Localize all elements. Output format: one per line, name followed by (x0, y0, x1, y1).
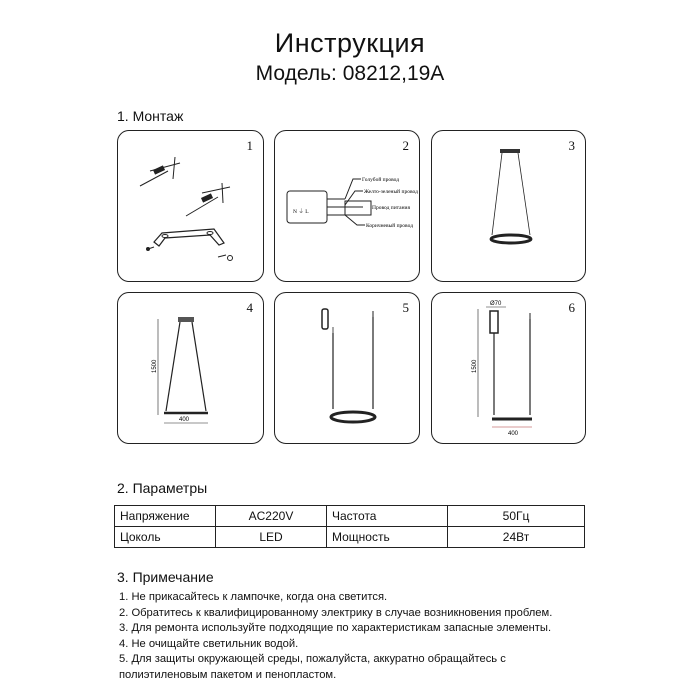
table-row (115, 527, 585, 548)
param-label: Напряжение (115, 506, 216, 527)
section-params-heading: 2. Параметры (117, 480, 208, 496)
assembled-lamp-illustration (432, 131, 585, 281)
param-value: AC220V (216, 506, 327, 527)
parameters-table (114, 505, 585, 548)
section-mount-heading: 1. Монтаж (117, 108, 184, 124)
step-panel-5 (274, 292, 420, 444)
step-panel-4 (117, 292, 264, 444)
diameter-dimension: Ø70 (490, 301, 502, 307)
step-number: 1 (246, 138, 253, 153)
step-number: 4 (246, 300, 253, 315)
step-number: 2 (402, 138, 409, 153)
note-item: 4. Не очищайте светильник водой. (119, 637, 299, 650)
wire-label-yellow-green: Желто-зеленый провод (364, 189, 418, 195)
param-label: Частота (327, 506, 448, 527)
param-label: Мощность (327, 527, 448, 548)
lamp-dimensions-drawing (118, 293, 263, 443)
note-item: 3. Для ремонта используйте подходящие по характеристикам запасные элементы. (119, 622, 552, 634)
step-number: 5 (402, 300, 409, 315)
width-dimension: 400 (508, 431, 519, 437)
wiring-diagram (275, 131, 419, 281)
height-dimension: 1500 (152, 359, 158, 373)
terminal-marks: N ⏚ L (293, 209, 309, 215)
width-dimension: 400 (179, 417, 190, 423)
wire-label-brown: Коричневый провод (366, 223, 413, 229)
model-number: Модель: 08212,19А (255, 62, 445, 85)
wire-label-blue: Голубой провод (362, 177, 400, 183)
note-item: полиэтиленовым пакетом и пенопластом. (119, 668, 337, 681)
note-item: 5. Для защиты окружающей среды, пожалуйста, аккуратно обращайтесь с (119, 653, 506, 665)
param-label: Цоколь (115, 527, 216, 548)
note-item: 2. Обратитесь к квалифицированному электрику в случае возникновения проблем. (119, 606, 553, 619)
table-row (115, 506, 585, 527)
step-panel-1 (117, 130, 264, 282)
step-panel-6 (431, 292, 586, 444)
param-value: 50Гц (448, 506, 585, 527)
step-panel-3 (431, 130, 586, 282)
param-value: LED (216, 527, 327, 548)
document-title: Инструкция (274, 28, 426, 58)
step-number: 6 (568, 300, 575, 315)
step-panel-2 (274, 130, 420, 282)
final-dimensions-drawing (432, 293, 585, 443)
note-item: 1. Не прикасайтесь к лампочке, когда она светится. (119, 591, 388, 603)
section-notes-heading: 3. Примечание (117, 569, 214, 585)
step-number: 3 (568, 138, 575, 153)
ceiling-mount-illustration (118, 131, 263, 281)
param-value: 24Вт (448, 527, 585, 548)
height-dimension: 1500 (472, 359, 478, 373)
wire-label-power: Провод питания (372, 205, 411, 211)
lamp-adjustment-illustration (275, 293, 419, 443)
notes-list (119, 590, 552, 683)
